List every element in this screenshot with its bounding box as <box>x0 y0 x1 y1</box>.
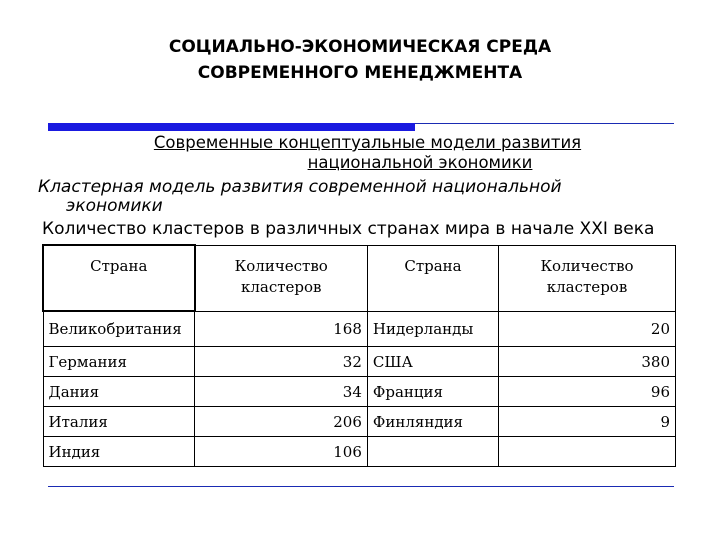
cell-country-2 <box>367 437 498 467</box>
cell-count-1: 32 <box>195 347 368 377</box>
cell-country-1: Индия <box>43 437 195 467</box>
title-line-1: СОЦИАЛЬНО-ЭКОНОМИЧЕСКАЯ СРЕДА <box>168 37 552 57</box>
cell-country-1: Дания <box>43 377 195 407</box>
table-row <box>43 437 676 467</box>
cell-country-1: Великобритания <box>43 311 195 347</box>
cell-count-1: 106 <box>195 437 368 467</box>
header-country-2: Страна <box>367 245 498 311</box>
cell-count-2: 380 <box>499 347 676 377</box>
cell-count-2: 9 <box>499 407 676 437</box>
header-country-1: Страна <box>43 245 195 311</box>
table-row <box>43 311 676 347</box>
table-row <box>43 347 676 377</box>
cell-count-2: 96 <box>499 377 676 407</box>
cell-count-2: 20 <box>499 311 676 347</box>
cell-country-2: Франция <box>367 377 498 407</box>
table-caption: Количество кластеров в различных странах мира в начале XXI века <box>42 219 655 239</box>
cell-count-1: 168 <box>195 311 368 347</box>
table-row <box>43 377 676 407</box>
italic-heading-line-2: экономики <box>66 196 163 216</box>
cell-count-1: 34 <box>195 377 368 407</box>
cell-count-1: 206 <box>195 407 368 437</box>
bottom-divider <box>48 486 674 487</box>
subtitle-line-1: Современные концептуальные модели развития <box>153 133 582 152</box>
header-count-1: Количество кластеров <box>195 245 368 311</box>
slide-title <box>0 34 720 86</box>
subtitle-line-2: национальной экономики <box>307 153 533 172</box>
cell-country-1: Италия <box>43 407 195 437</box>
title-line-2: СОВРЕМЕННОГО МЕНЕДЖМЕНТА <box>197 63 523 83</box>
italic-heading-line-1: Кластерная модель развития современной национальной <box>38 177 562 197</box>
clusters-table <box>42 244 676 467</box>
accent-bar <box>48 123 415 131</box>
header-count-2: Количество кластеров <box>499 245 676 311</box>
cell-country-2: Финляндия <box>367 407 498 437</box>
cell-country-1: Германия <box>43 347 195 377</box>
table-row <box>43 407 676 437</box>
cell-count-2 <box>499 437 676 467</box>
table-header-row <box>43 245 676 311</box>
cell-country-2: США <box>367 347 498 377</box>
cell-country-2: Нидерланды <box>367 311 498 347</box>
